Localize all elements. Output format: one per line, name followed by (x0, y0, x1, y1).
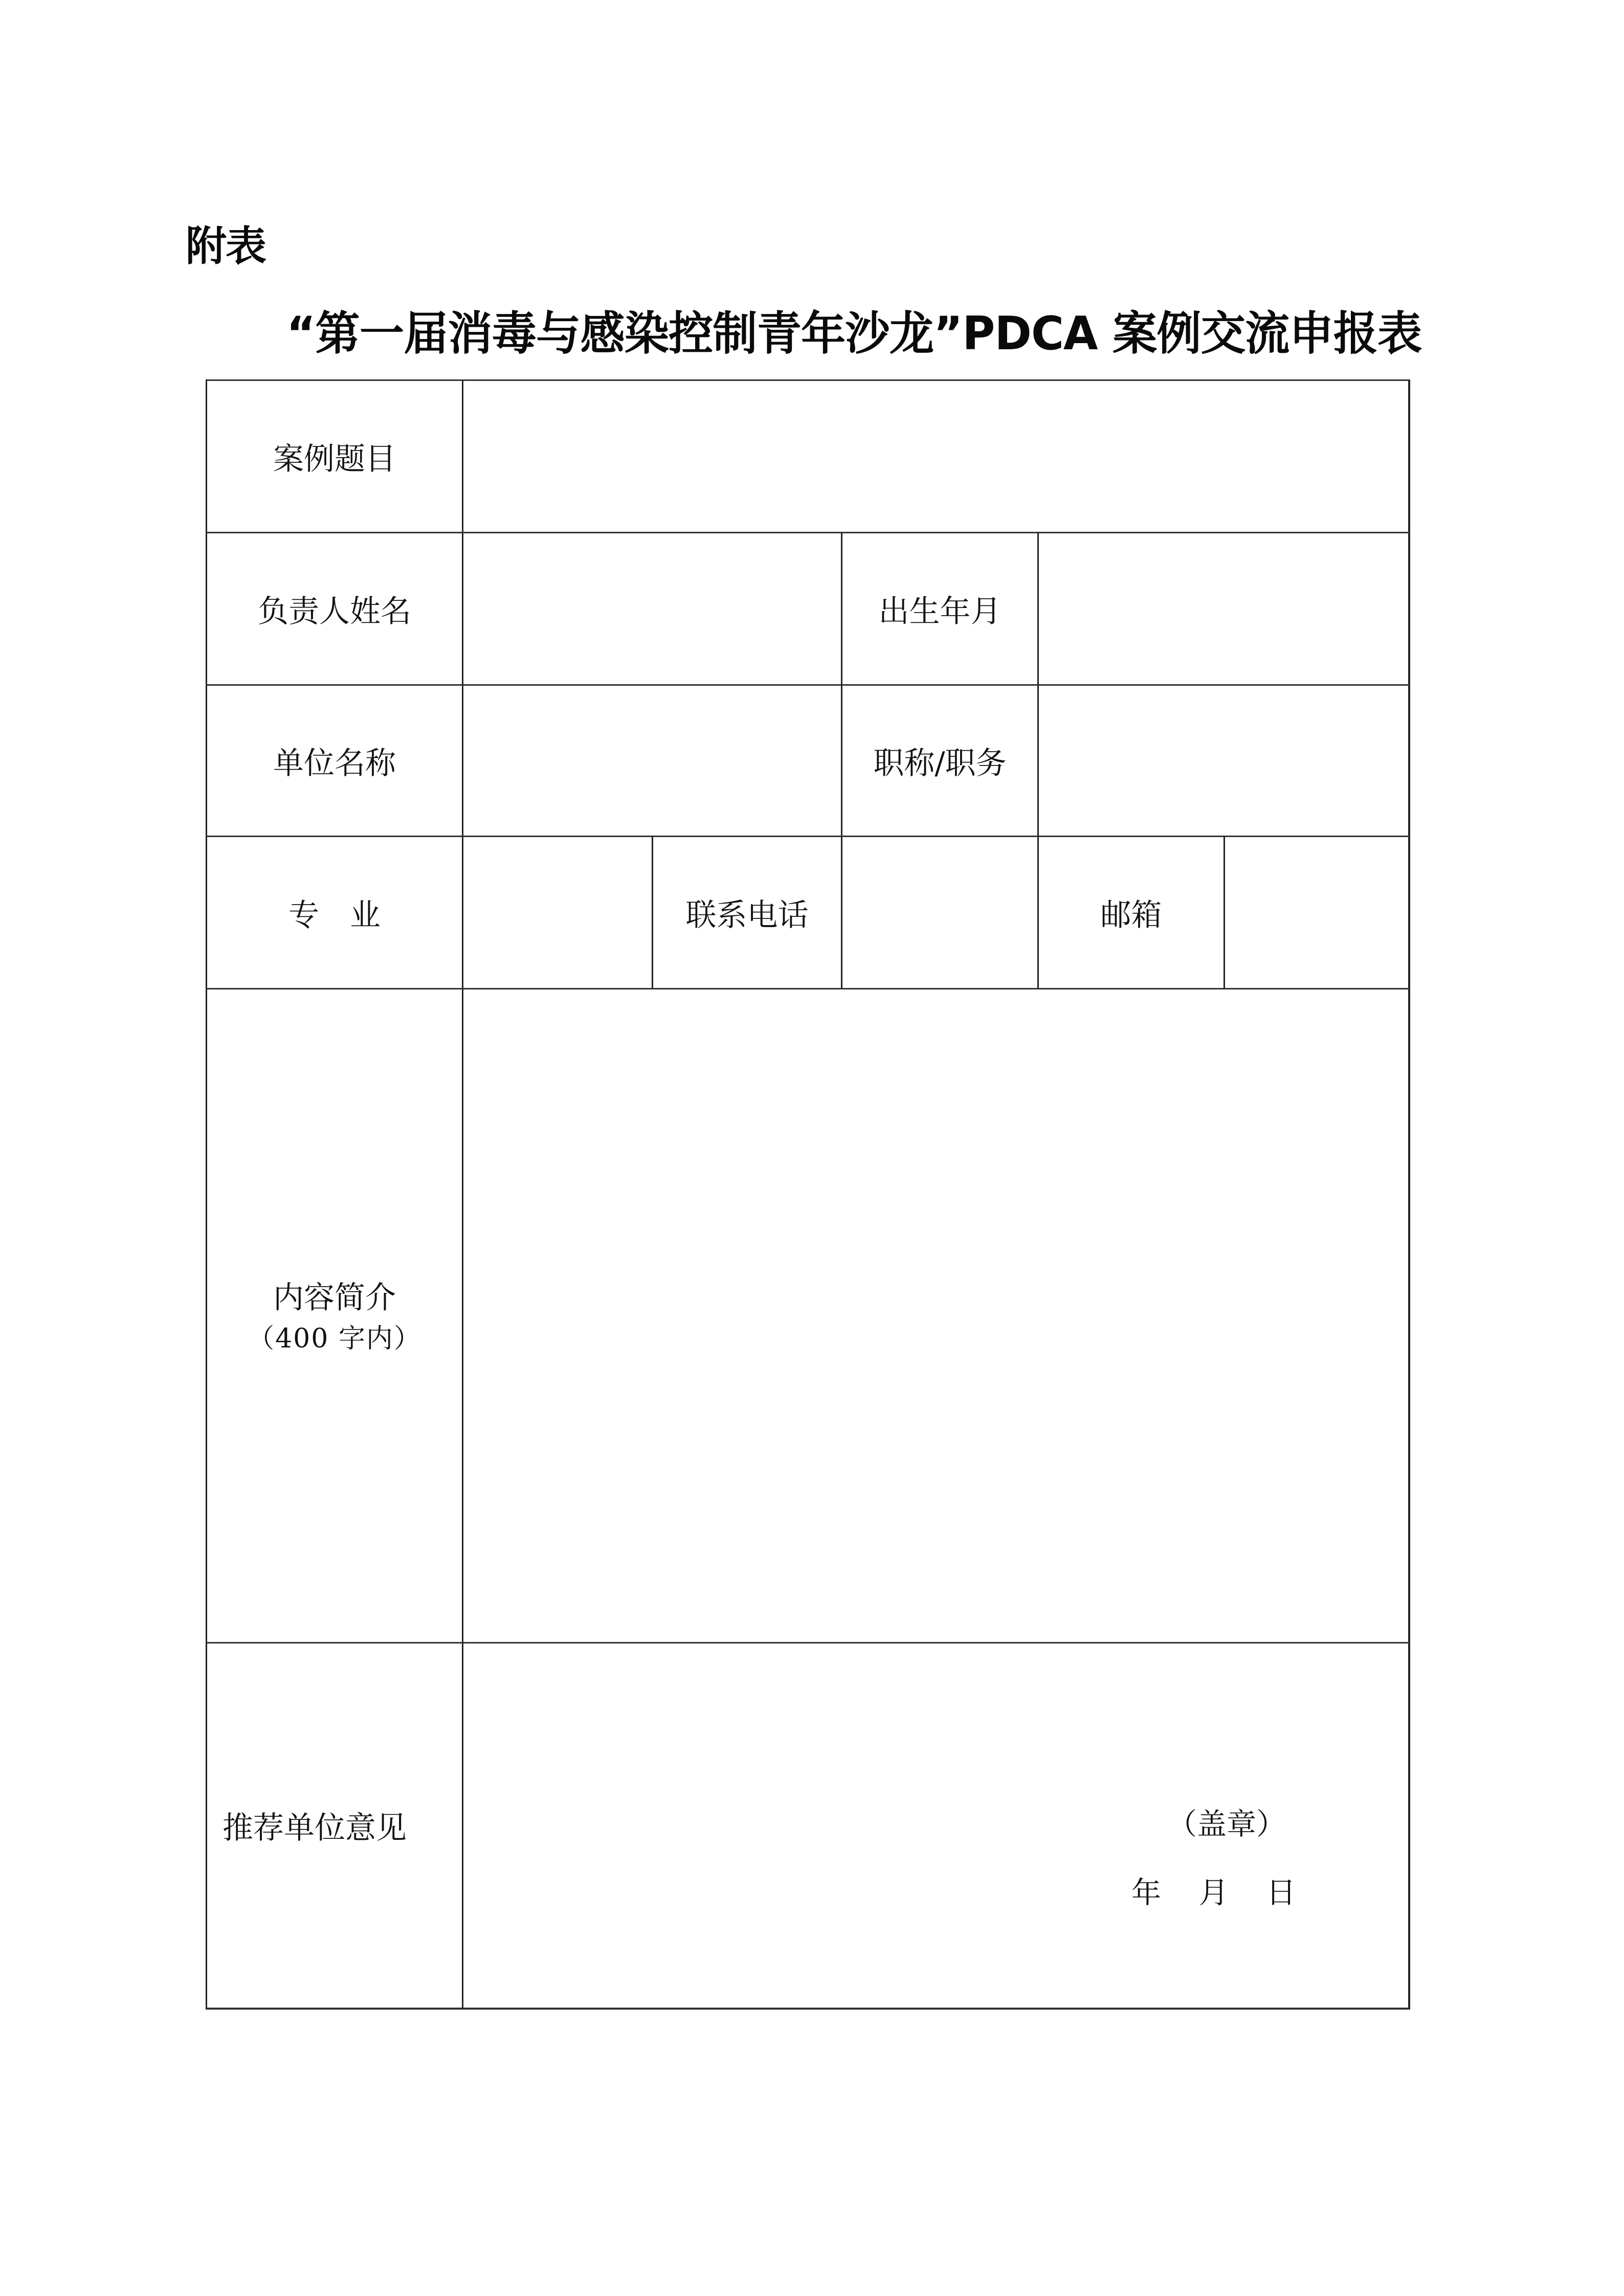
email-field[interactable] (1223, 836, 1410, 988)
major-label-cell (206, 836, 462, 988)
job-title-field[interactable] (1037, 684, 1410, 836)
date-line: 年 月 日 (1131, 1875, 1296, 1910)
application-form-table (206, 379, 1410, 2010)
case-title-label: 案例题目 (273, 441, 396, 477)
appendix-label: 附表 (186, 222, 265, 270)
major-label: 专业 (288, 897, 411, 933)
leader-name-label: 负责人姓名 (258, 593, 411, 629)
leader-name-field[interactable] (462, 532, 841, 684)
unit-name-field[interactable] (462, 684, 841, 836)
birth-date-label-cell (841, 532, 1037, 684)
unit-name-label-cell (206, 684, 462, 836)
summary-limit-note: （400 字内） (248, 1323, 421, 1354)
case-title-field[interactable] (462, 379, 1410, 532)
phone-label: 联系电话 (685, 897, 809, 933)
summary-field[interactable] (462, 988, 1410, 1642)
birth-date-field[interactable] (1037, 532, 1410, 684)
email-label: 邮箱 (1100, 897, 1162, 933)
birth-date-label: 出生年月 (878, 593, 1002, 629)
form-title: “第一届消毒与感染控制青年沙龙”PDCA 案例交流申报表 (286, 307, 1422, 361)
phone-label-cell (652, 836, 841, 988)
recommendation-label: 推荐单位意见 (223, 1810, 407, 1846)
major-field[interactable] (462, 836, 652, 988)
stamp-note: （盖章） (1167, 1807, 1286, 1841)
email-label-cell (1037, 836, 1223, 988)
summary-label-cell (206, 988, 462, 1642)
unit-name-label: 单位名称 (273, 745, 396, 781)
recommendation-label-cell (206, 1642, 462, 2010)
job-title-label: 职称/职务 (873, 745, 1007, 781)
case-title-label-cell (206, 379, 462, 532)
summary-label: 内容简介 (273, 1280, 396, 1316)
leader-name-label-cell (206, 532, 462, 684)
phone-field[interactable] (841, 836, 1037, 988)
job-title-label-cell (841, 684, 1037, 836)
